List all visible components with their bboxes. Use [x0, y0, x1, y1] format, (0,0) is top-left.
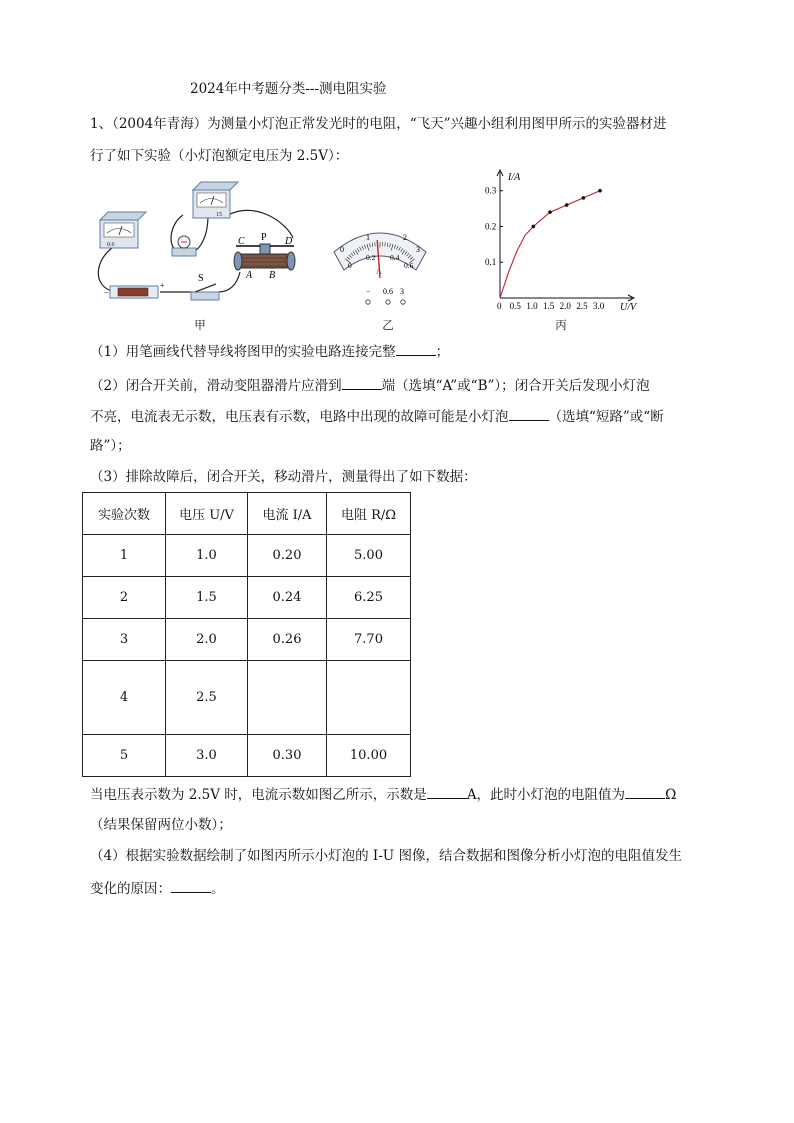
table-cell: 0.26 [248, 619, 327, 661]
chart-point [565, 203, 569, 207]
dial-unit-label: A [376, 267, 382, 276]
table-header-cell: 电压 U/V [166, 493, 248, 535]
table-row [83, 577, 411, 619]
part4-line2 [90, 878, 225, 899]
dial-terminal-06: 0.6 [383, 287, 393, 296]
voltmeter-terminal-label: 15 [216, 212, 222, 218]
svg-text:−: − [104, 288, 109, 297]
slider-label-d: D [285, 236, 293, 247]
ammeter-terminal-label: 0.6 [107, 242, 115, 248]
table-cell: 5.00 [327, 535, 411, 577]
table-row [83, 735, 411, 777]
part3-text-b: A，此时小灯泡的电阻值为 [466, 787, 626, 803]
chart-point [582, 196, 586, 200]
caption-jia: 甲 [194, 318, 206, 332]
dial-outer-2: 2 [403, 233, 407, 242]
dial-terminal-neg: − [366, 287, 371, 296]
dial-inner-3: 0.6 [404, 261, 414, 270]
iu-chart [478, 168, 646, 318]
dial-inner-1: 0.2 [366, 253, 376, 262]
chart-x-tick-label: 1.5 [543, 301, 555, 311]
chart-y-tick-label: 0.3 [485, 185, 497, 196]
slider-label-b: B [269, 270, 276, 281]
switch [191, 284, 219, 300]
circuit-figure [88, 180, 328, 310]
voltmeter-device [193, 182, 238, 218]
part3-text-c: Ω [665, 787, 677, 803]
part3-after-line2: （结果保留两位小数）； [90, 817, 232, 833]
table-row [83, 619, 411, 661]
part1-end: ； [435, 344, 450, 360]
answer-blank-1[interactable] [396, 341, 436, 356]
chart-point [532, 225, 536, 229]
part4-text-b: 。 [211, 881, 225, 897]
table-cell: 3.0 [166, 735, 248, 777]
chart-y-label: I/A [508, 172, 521, 183]
chart-x-tick-label: 1.0 [526, 301, 538, 311]
table-cell: 0.24 [248, 577, 327, 619]
caption-bing: 丙 [555, 318, 567, 332]
question-intro-line1: 1、（2004年青海）为测量小灯泡正常发光时的电阻，“飞天”兴趣小组利用图甲所示的实验器材进 [90, 116, 667, 132]
dial-outer-3: 3 [416, 245, 420, 254]
dial-inner-2: 0.4 [390, 253, 400, 262]
table-cell: 4 [83, 661, 166, 735]
lamp [172, 236, 196, 256]
answer-blank-4[interactable] [427, 784, 467, 799]
chart-x-tick-label: 3.0 [593, 301, 605, 311]
chart-x-label: U/V [620, 302, 637, 313]
part1-line [90, 341, 449, 362]
data-table [82, 492, 411, 777]
chart-point [598, 189, 602, 193]
part2-text-d: （选填“短路”或“断 [548, 409, 664, 425]
table-cell: 1.0 [166, 535, 248, 577]
table-cell: 6.25 [327, 577, 411, 619]
part2-line2 [90, 406, 664, 427]
part2-text-b: 端（选填“A”或“B”）；闭合开关后发现小灯泡 [381, 378, 650, 394]
part1-text: （1）用笔画线代替导线将图甲的实验电路连接完整 [90, 344, 396, 360]
table-cell: 1 [83, 535, 166, 577]
answer-blank-3[interactable] [509, 406, 549, 421]
caption-yi: 乙 [382, 318, 394, 332]
part2-text-a: （2）闭合开关前，滑动变阻器滑片应滑到 [90, 378, 342, 394]
chart-x-tick-label: 0 [497, 301, 502, 311]
table-cell: 3 [83, 619, 166, 661]
table-header-row [83, 493, 411, 535]
slider-label-a: A [246, 270, 253, 281]
table-row [83, 535, 411, 577]
part2-line3: 路”）； [90, 438, 131, 454]
chart-x-tick-label: 2.0 [559, 301, 571, 311]
chart-point [548, 210, 552, 214]
question-intro-line2: 行了如下实验（小灯泡额定电压为 2.5V）： [90, 148, 349, 164]
ammeter-device [100, 212, 146, 248]
table-cell: 1.5 [166, 577, 248, 619]
page-title: 2024年中考题分类---测电阻实验 [190, 81, 387, 97]
answer-blank-5[interactable] [625, 784, 665, 799]
table-header-cell: 电阻 R/Ω [327, 493, 411, 535]
part3-intro: （3）排除故障后，闭合开关，移动滑片，测量得出了如下数据： [90, 469, 477, 485]
chart-x-tick-label: 2.5 [576, 301, 588, 311]
part2-line1 [90, 375, 650, 396]
table-cell: 0.20 [248, 535, 327, 577]
table-row [83, 661, 411, 735]
chart-y-tick-label: 0.1 [485, 257, 497, 268]
part4-line1: （4）根据实验数据绘制了如图丙所示小灯泡的 I-U 图像，结合数据和图像分析小灯泡的电阻值发生 [90, 848, 682, 864]
table-cell: 2 [83, 577, 166, 619]
slide-rheostat [234, 244, 295, 270]
dial-inner-0: 0 [348, 261, 352, 270]
chart-y-tick-label: 0.2 [485, 221, 497, 232]
part3-after-line1 [90, 784, 676, 805]
chart-curve [500, 191, 600, 298]
table-cell-empty[interactable] [327, 661, 411, 735]
slider-label-c: C [238, 236, 245, 247]
part3-text-a: 当电压表示数为 2.5V 时，电流示数如图乙所示，示数是 [90, 787, 427, 803]
dial-outer-0: 0 [340, 245, 344, 254]
dial-terminal-3: 3 [400, 287, 404, 296]
table-cell: 2.0 [166, 619, 248, 661]
table-cell-empty[interactable] [248, 661, 327, 735]
table-cell: 10.00 [327, 735, 411, 777]
slider-label-p: P [261, 232, 267, 243]
battery [104, 281, 165, 298]
dial-outer-1: 1 [366, 233, 370, 242]
part2-text-c: 不亮，电流表无示数，电压表有示数，电路中出现的故障可能是小灯泡 [90, 409, 509, 425]
svg-text:+: + [160, 281, 165, 290]
ammeter-dial-figure [330, 222, 430, 314]
part4-text-a: 变化的原因： [90, 881, 171, 897]
table-cell: 5 [83, 735, 166, 777]
chart-x-tick-label: 0.5 [509, 301, 521, 311]
table-header-cell: 实验次数 [83, 493, 166, 535]
table-cell: 7.70 [327, 619, 411, 661]
answer-blank-2[interactable] [342, 375, 382, 390]
table-cell: 2.5 [166, 661, 248, 735]
table-cell: 0.30 [248, 735, 327, 777]
switch-label: S [198, 273, 204, 284]
answer-blank-6[interactable] [171, 878, 211, 893]
table-header-cell: 电流 I/A [248, 493, 327, 535]
